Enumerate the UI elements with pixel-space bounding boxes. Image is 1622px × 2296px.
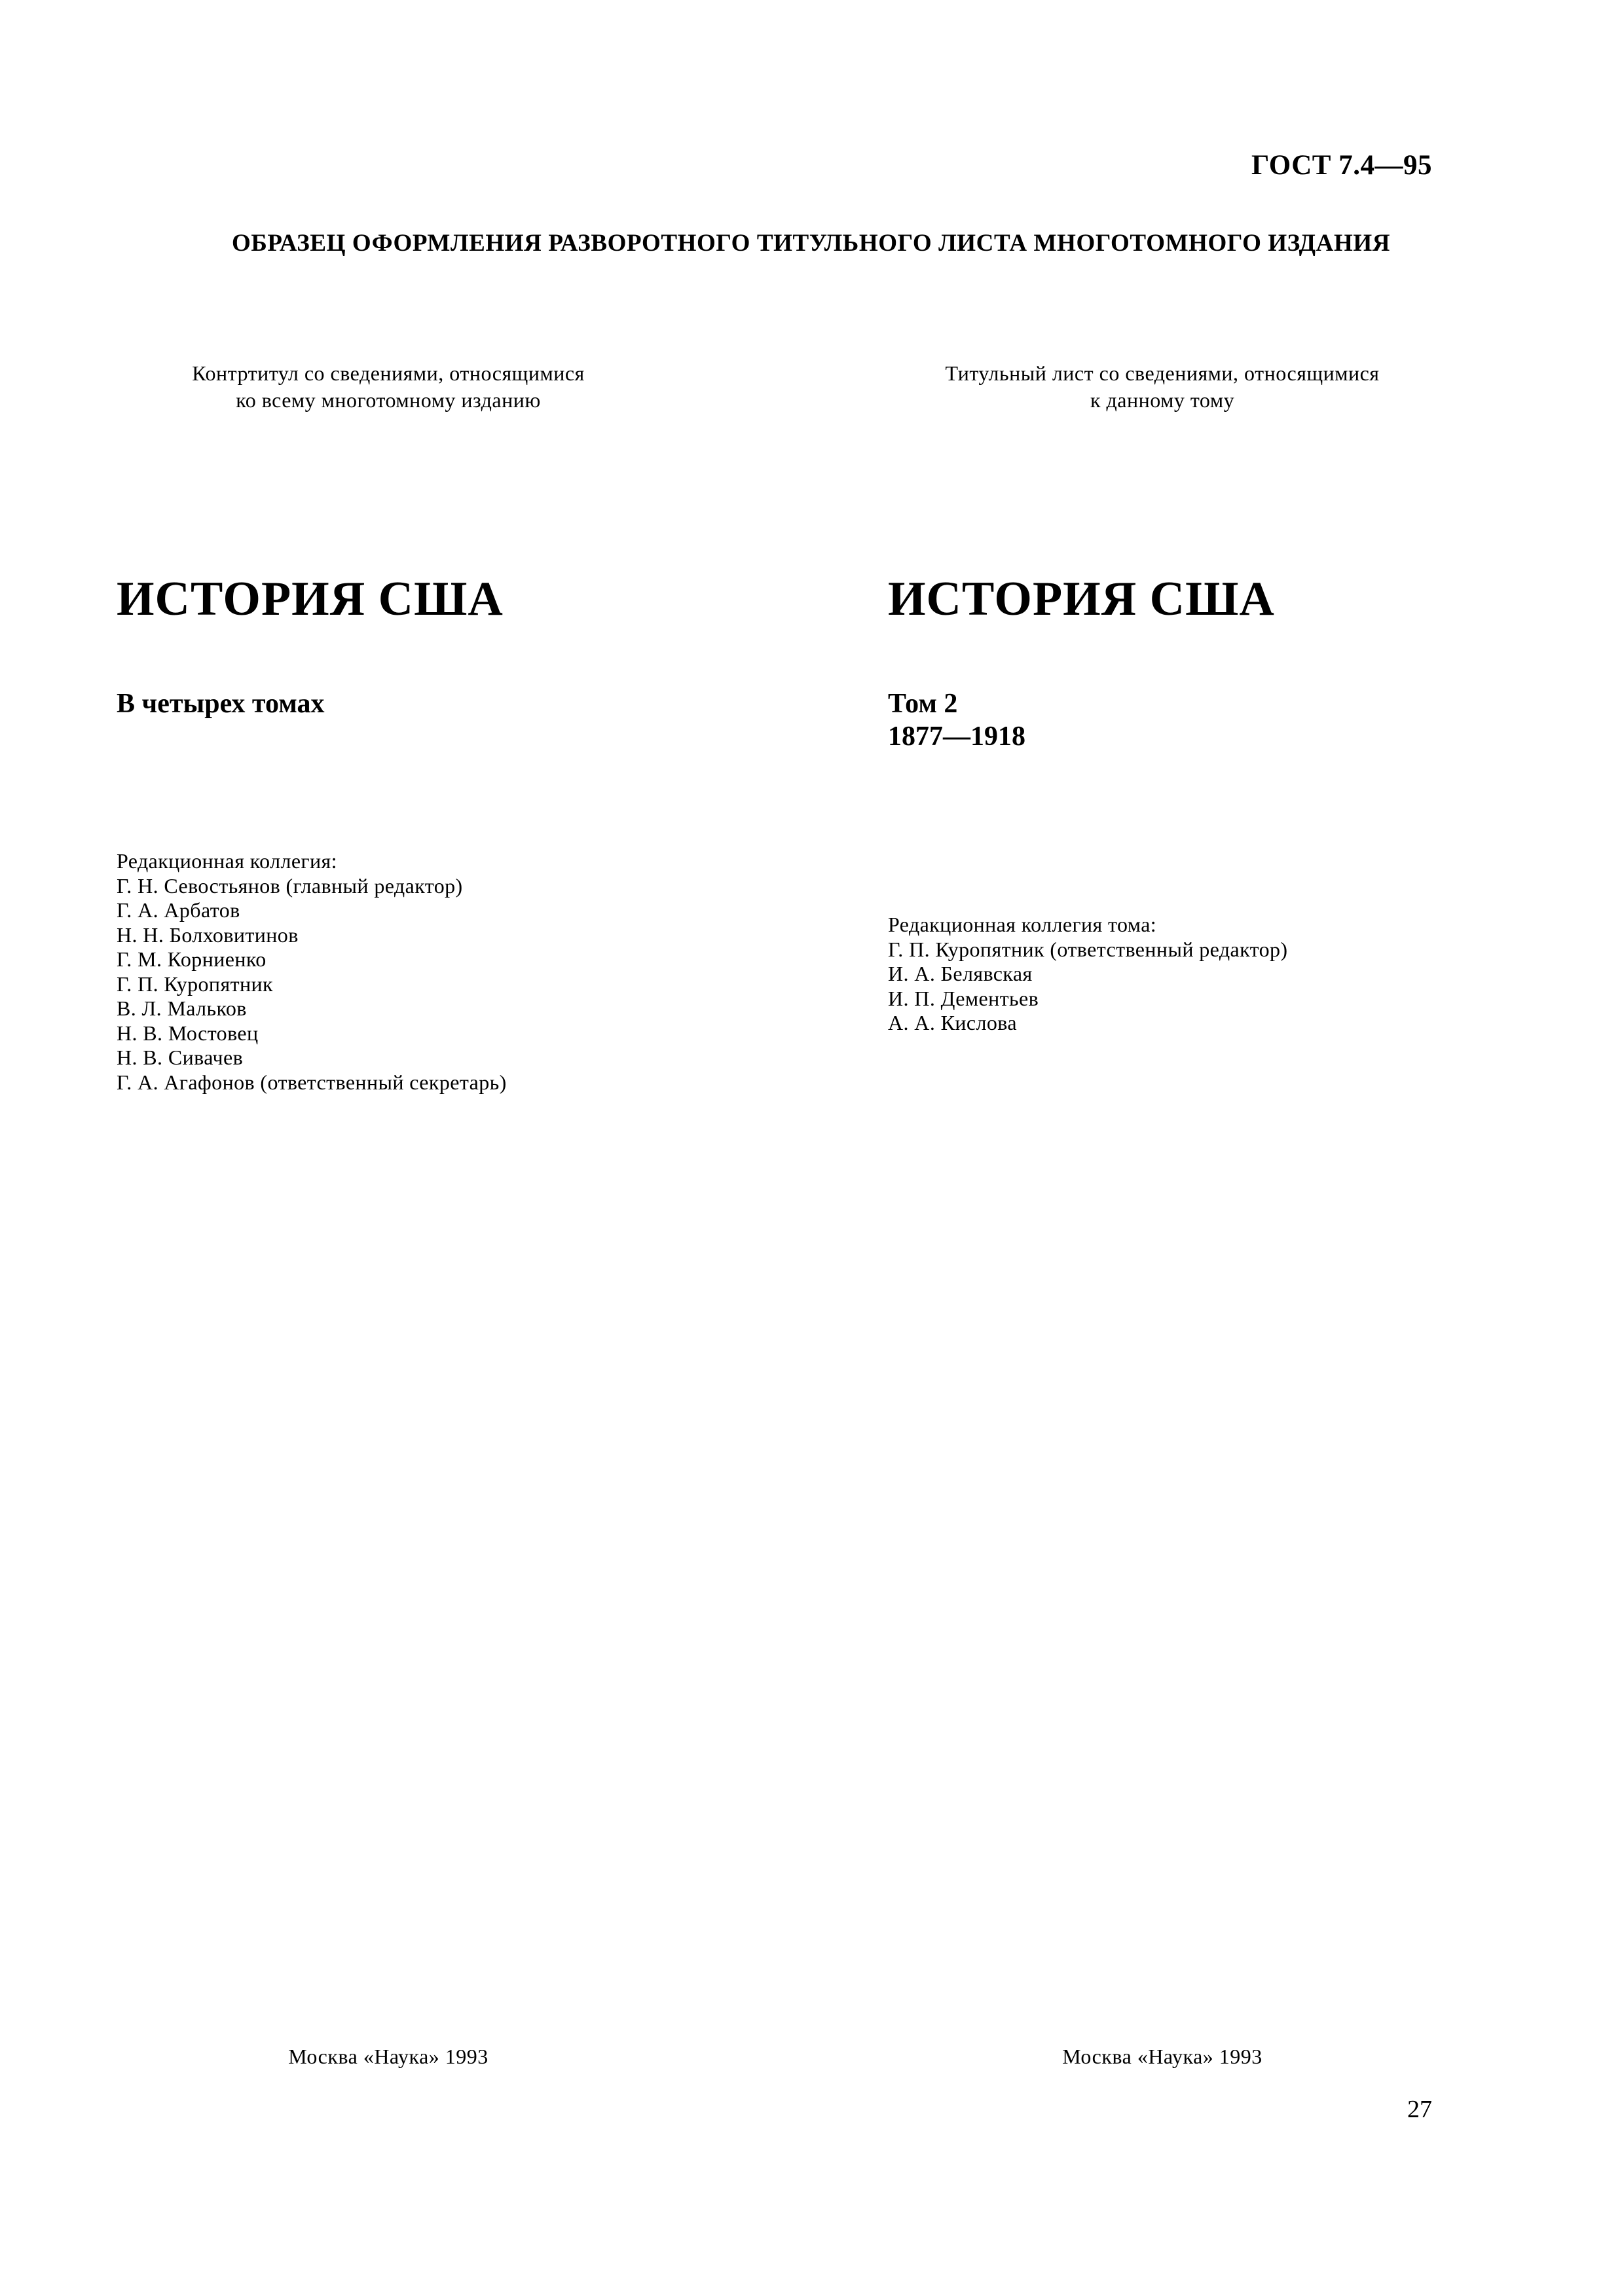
board-member: Г. А. Агафонов (ответственный секретарь): [117, 1070, 507, 1094]
board-member: Н. В. Мостовец: [117, 1021, 259, 1045]
left-page-note-line: ко всему многотомному изданию: [236, 388, 541, 412]
left-board-list: [117, 874, 507, 1095]
right-volume-block: [888, 687, 1025, 753]
right-page-note: [835, 360, 1490, 414]
left-subtitle: В четырех томах: [117, 689, 325, 719]
left-board-label: Редакционная коллегия:: [117, 849, 337, 873]
right-years: 1877—1918: [888, 721, 1025, 752]
board-member: Г. Н. Севостьянов (главный редактор): [117, 873, 463, 898]
page-number: 27: [1407, 2096, 1432, 2123]
standard-designation: ГОСТ 7.4—95: [1251, 150, 1432, 181]
right-page-note-line: к данному тому: [1090, 388, 1235, 412]
right-page-note-line: Титульный лист со сведениями, относящимися: [945, 361, 1380, 385]
board-member: И. П. Дементьев: [888, 986, 1039, 1010]
right-board-label: Редакционная коллегия тома:: [888, 913, 1157, 936]
board-member: А. А. Кислова: [888, 1011, 1017, 1034]
left-title: ИСТОРИЯ США: [117, 572, 504, 626]
left-board: [117, 849, 507, 1095]
left-imprint: Москва «Наука» 1993: [288, 2045, 488, 2068]
left-page-note: [61, 360, 716, 414]
board-member: Н. В. Сивачев: [117, 1046, 244, 1069]
right-volume: Том 2: [888, 689, 958, 719]
board-member: И. А. Белявская: [888, 962, 1033, 985]
right-imprint: Москва «Наука» 1993: [1062, 2045, 1263, 2068]
board-member: Г. М. Корниенко: [117, 947, 267, 971]
sample-heading: ОБРАЗЕЦ ОФОРМЛЕНИЯ РАЗВОРОТНОГО ТИТУЛЬНОГО ЛИСТА МНОГОТОМНОГО ИЗДАНИЯ: [231, 230, 1391, 257]
board-member: Г. П. Куропятник: [117, 972, 273, 996]
board-member: В. Л. Мальков: [117, 996, 247, 1020]
right-board-list: [888, 938, 1287, 1036]
right-board: [888, 913, 1287, 1036]
right-title: ИСТОРИЯ США: [888, 572, 1275, 626]
board-member: Н. Н. Болховитинов: [117, 922, 299, 947]
left-page-note-line: Контртитул со сведениями, относящимися: [192, 361, 585, 385]
board-member: Г. П. Куропятник (ответственный редактор): [888, 937, 1288, 961]
board-member: Г. А. Арбатов: [117, 898, 240, 922]
